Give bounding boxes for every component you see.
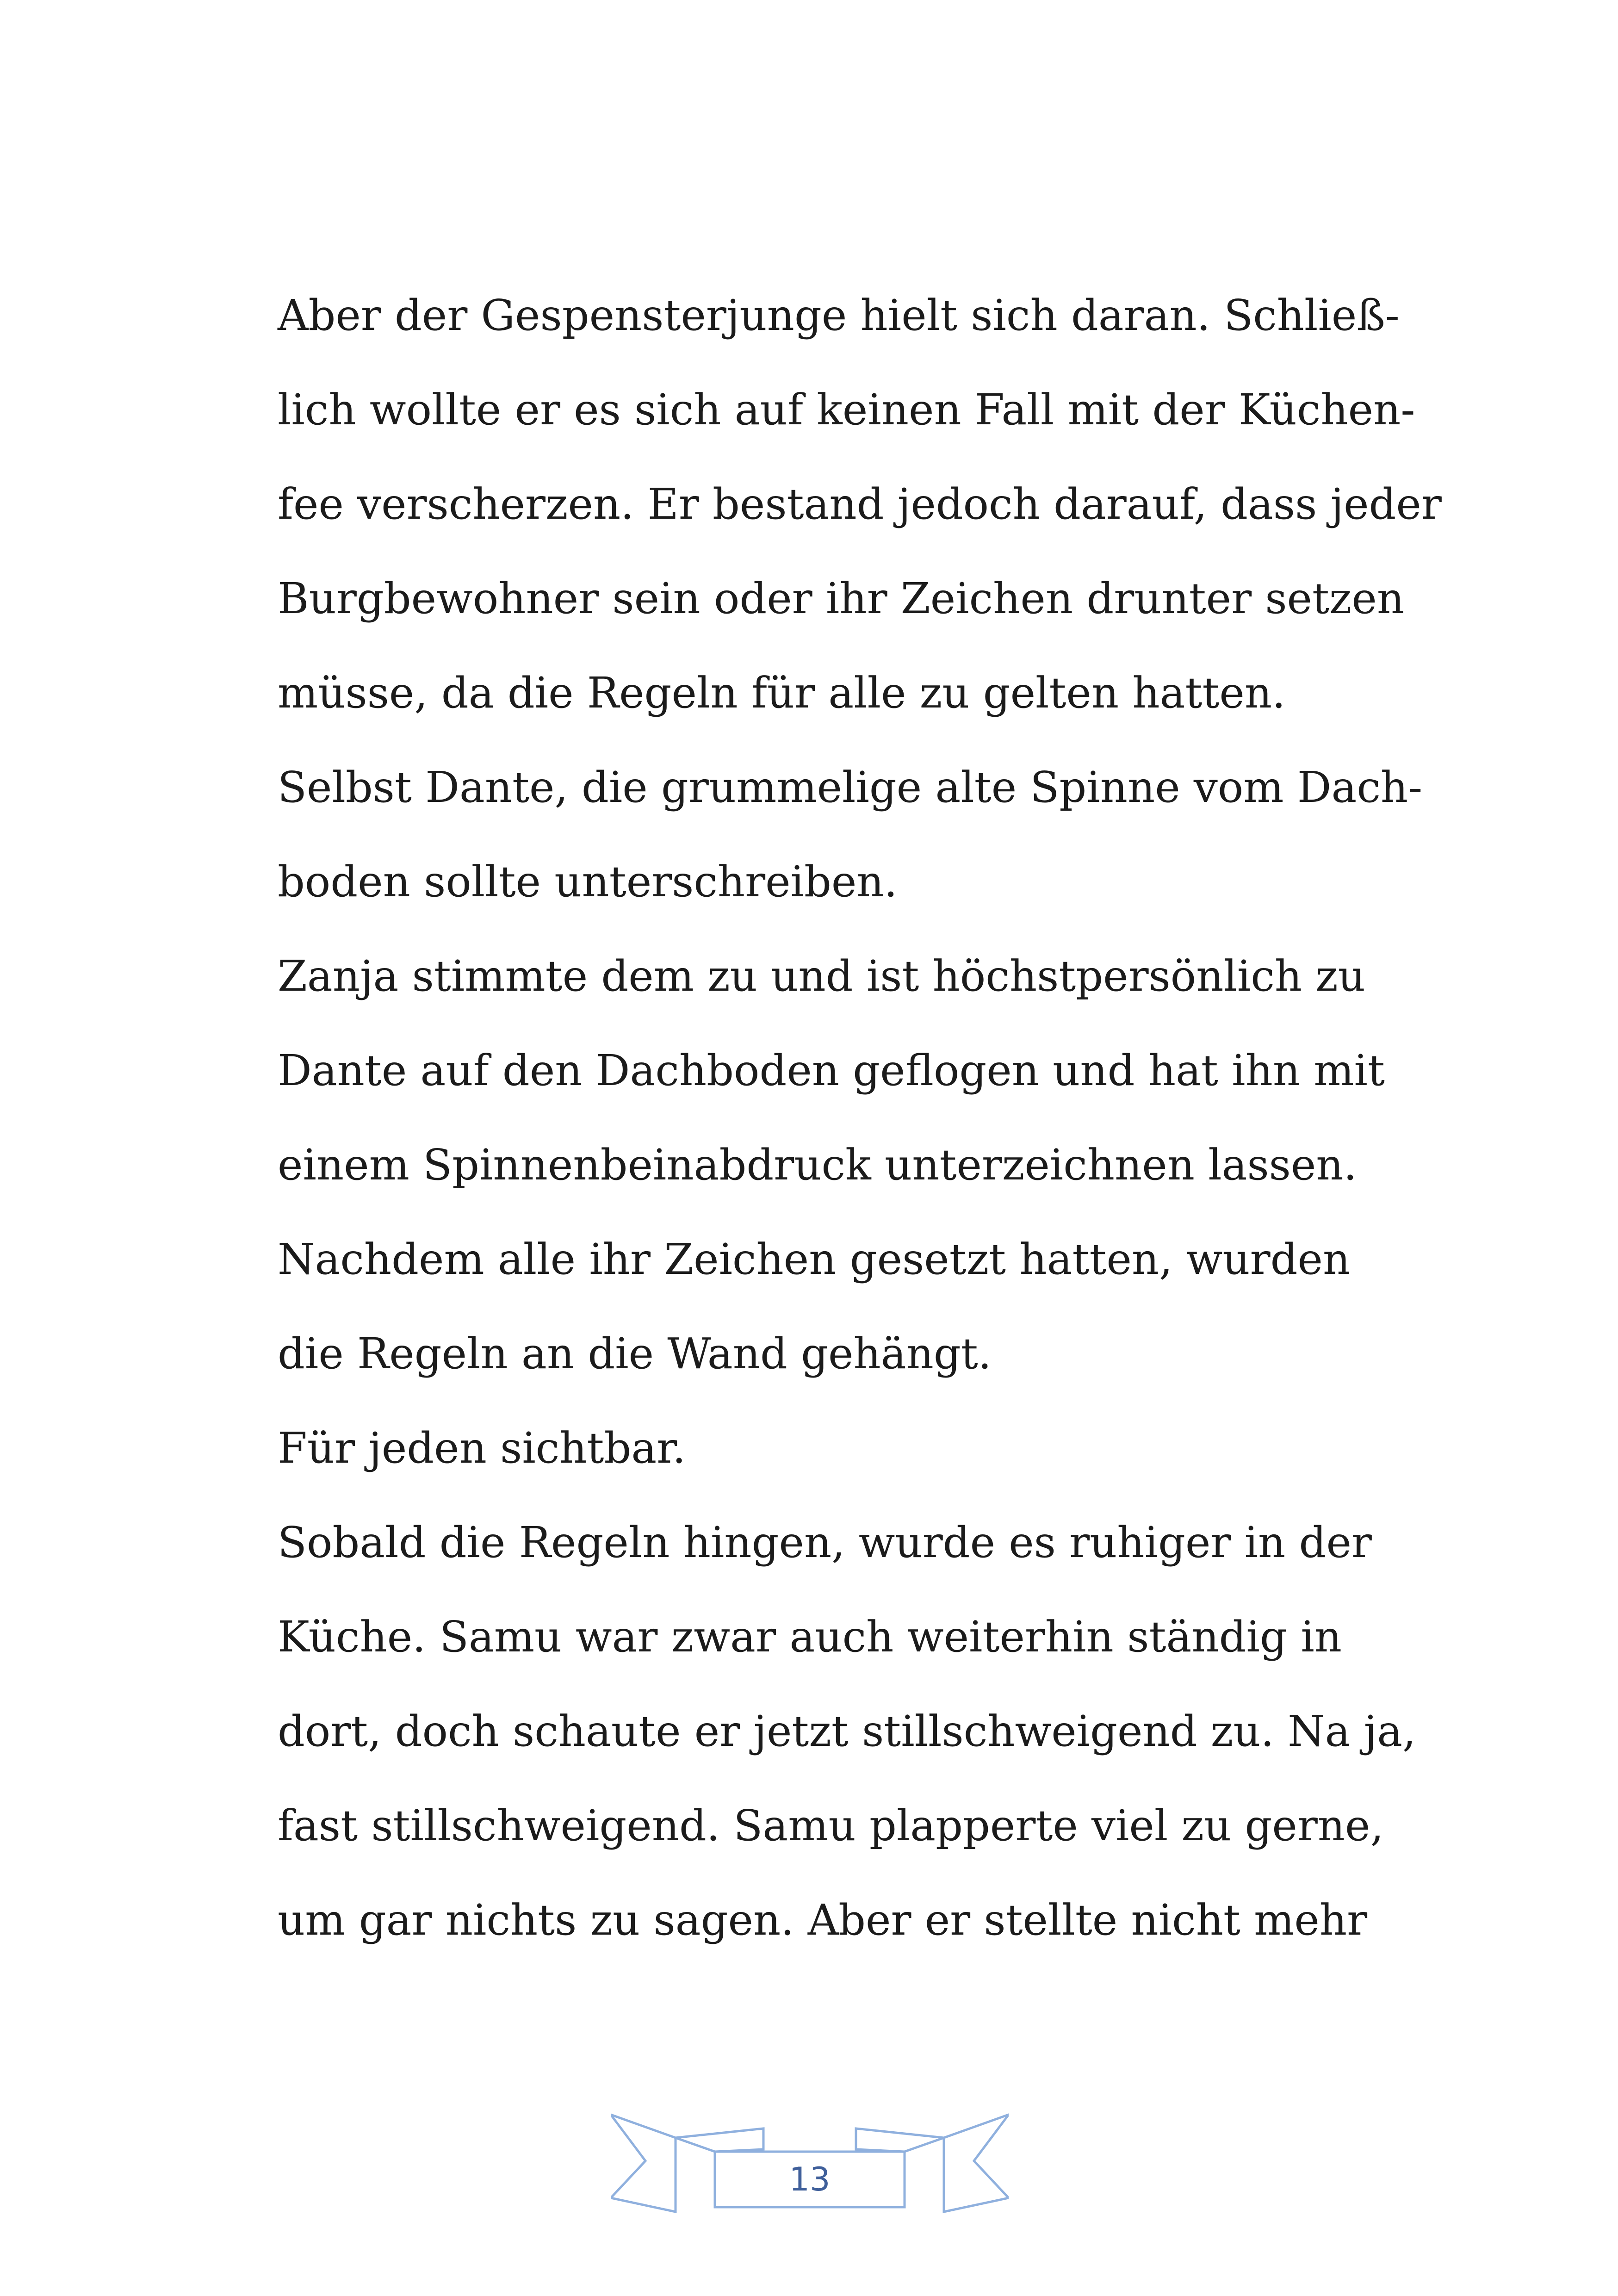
- text-line: Nachdem alle ihr Zeichen gesetzt hatten, wurden: [278, 1235, 1351, 1284]
- text-line: dort, doch schaute er jetzt stillschweigend zu. Na ja,: [278, 1706, 1416, 1756]
- ribbon-right-fold: [856, 2128, 944, 2152]
- text-line: Burgbewohner sein oder ihr Zeichen drunter setzen: [278, 574, 1405, 623]
- text-line: Zanja stimmte dem zu und ist höchstpersönlich zu: [278, 951, 1366, 1001]
- page-number: 13: [789, 2160, 831, 2198]
- page-number-ribbon: [611, 2110, 1009, 2221]
- text-line: lich wollte er es sich auf keinen Fall mit der Küchen-: [278, 385, 1415, 434]
- ribbon-right-tail: [944, 2115, 1009, 2212]
- text-line: Aber der Gespensterjunge hielt sich daran. Schließ-: [278, 291, 1400, 340]
- text-line: Sobald die Regeln hingen, wurde es ruhiger in der: [278, 1518, 1372, 1567]
- text-line: müsse, da die Regeln für alle zu gelten hatten.: [278, 668, 1286, 718]
- text-line: fee verscherzen. Er bestand jedoch darauf, dass jeder: [278, 479, 1442, 529]
- ribbon-left-fold: [676, 2128, 763, 2152]
- text-line: Küche. Samu war zwar auch weiterhin ständig in: [278, 1612, 1342, 1662]
- text-line: Selbst Dante, die grummelige alte Spinne vom Dach-: [278, 763, 1423, 812]
- body-text: [278, 268, 1442, 1967]
- ribbon-left-tail: [611, 2115, 676, 2212]
- text-line: Für jeden sichtbar.: [278, 1423, 686, 1473]
- text-line: die Regeln an die Wand gehängt.: [278, 1329, 992, 1378]
- text-line: um gar nichts zu sagen. Aber er stellte nicht mehr: [278, 1895, 1368, 1945]
- text-line: Dante auf den Dachboden geflogen und hat ihn mit: [278, 1046, 1385, 1095]
- text-line: fast stillschweigend. Samu plapperte viel zu gerne,: [278, 1801, 1384, 1850]
- text-line: einem Spinnenbeinabdruck unterzeichnen lassen.: [278, 1140, 1357, 1190]
- text-line: boden sollte unterschreiben.: [278, 857, 898, 906]
